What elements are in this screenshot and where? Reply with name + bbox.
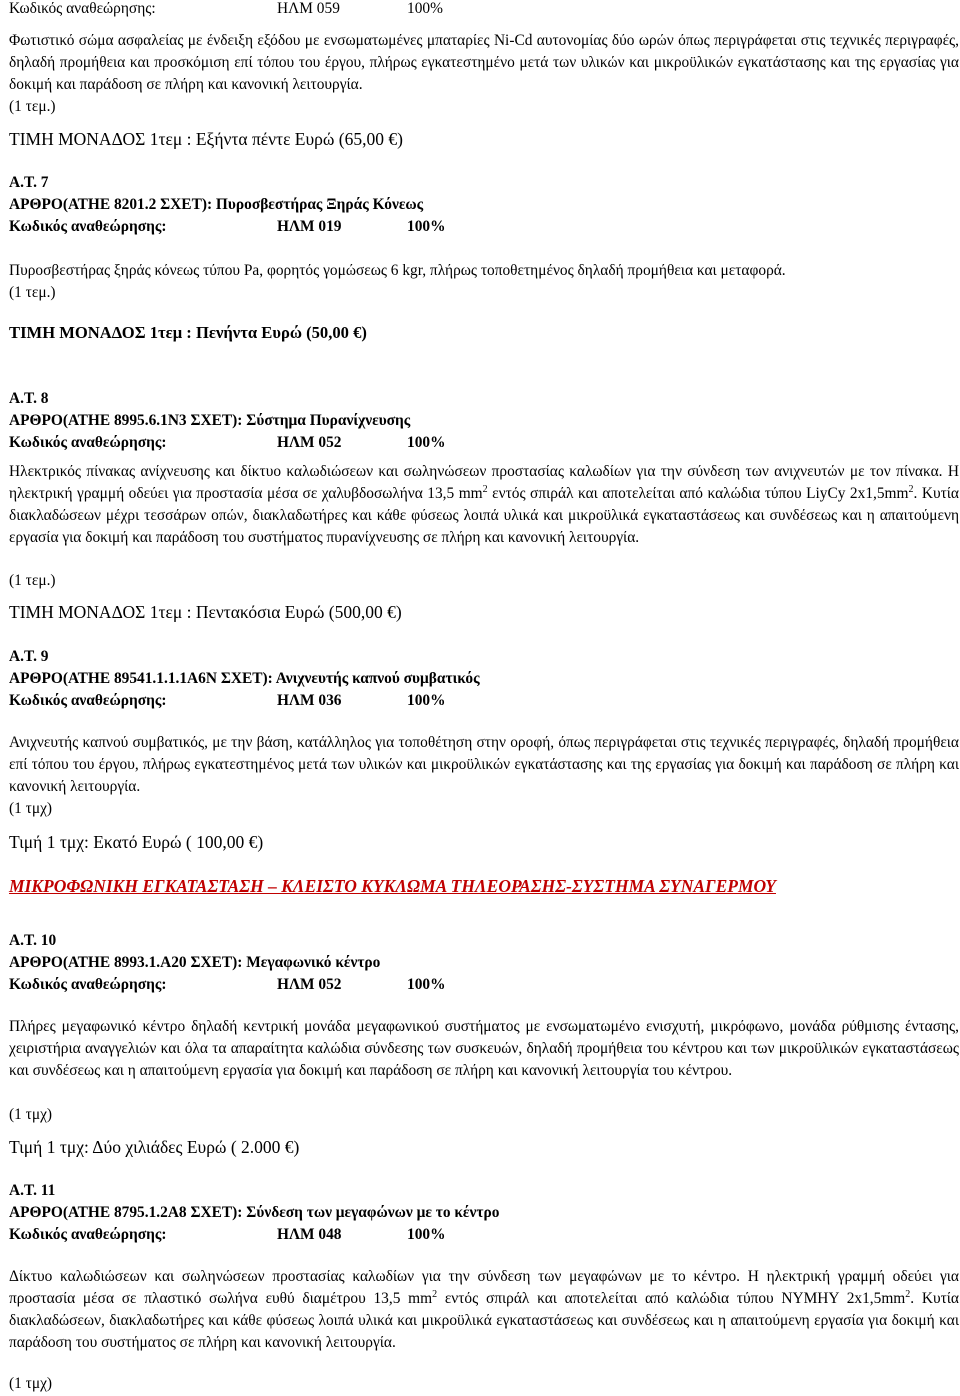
unit-price: Τιμή 1 τμχ: Εκατό Ευρώ ( 100,00 €) <box>9 832 264 852</box>
revision-percent: 100% <box>407 692 446 709</box>
revision-code-row <box>9 690 445 712</box>
section-heading: ΜΙΚΡΟΦΩΝΙΚΗ ΕΓΚΑΤΑΣΤΑΣΗ – ΚΛΕΙΣΤΟ ΚΥΚΛΩΜΑ ΤΗΛΕΟΡΑΣΗΣ-ΣΥΣΤΗΜΑ ΣΥΝΑΓΕΡΜΟΥ <box>9 876 776 896</box>
article-title: ΑΡΘΡΟ(ΑΤΗΕ 8201.2 ΣΧΕΤ): Πυροσβεστήρας Ξηράς Κόνεως <box>9 196 424 213</box>
revision-code: ΗΛΜ 052 <box>277 434 342 451</box>
revision-code-row <box>9 432 445 454</box>
item-description: Ηλεκτρικός πίνακας ανίχνευσης και δίκτυο καλωδιώσεων και σωληνώσεων προστασίας καλωδίων για την σύνδεση των ανιχνευτών με τον πίνακα. Η ηλεκτρική γραμμή οδεύει για προστασία μέσα σε χαλυβδοσωλήνα 13,5 $mm^2$ εντός σπιράλ και αποτελείται από καλώδια τύπου LiyCy $2x1,5mm^2$. Κυτία διακλαδώσεων μέχρι τεσσάρων οπών, διακλαδωτήρες και κάθε φύσεως λοιπά υλικά και μικροϋλικά εγκαταστάσεως και συνδέσεως και η απαιτούμενη εργασία για δοκιμή και παράδοση του συστήματος πυρανίχνευσης σε πλήρη και κανονική λειτουργία. <box>9 463 959 546</box>
item-unit: (1 τεμ.) <box>9 284 56 301</box>
unit-price: Τιμή 1 τμχ: Δύο χιλιάδες Ευρώ ( 2.000 €) <box>9 1137 300 1157</box>
item-number: Α.Τ. 7 <box>9 174 49 191</box>
article-title: ΑΡΘΡΟ(ΑΤΗΕ 89541.1.1.1Α6Ν ΣΧΕΤ): Ανιχνευτής καπνού συμβατικός <box>9 670 480 687</box>
item-number: Α.Τ. 11 <box>9 1182 56 1199</box>
revision-percent: 100% <box>407 976 446 993</box>
revision-code-label: Κωδικός αναθεώρησης: <box>9 692 167 709</box>
revision-code-label: Κωδικός αναθεώρησης: <box>9 1226 167 1243</box>
revision-code-label: Κωδικός αναθεώρησης: <box>9 218 167 235</box>
item-description: Πυροσβεστήρας ξηράς κόνεως τύπου Pa, φορητός γομώσεως 6 kgr, πλήρως τοποθετημένος δηλαδή προμήθεια και μεταφορά. <box>9 262 786 279</box>
article-title: ΑΡΘΡΟ(ΑΤΗΕ 8795.1.2Α8 ΣΧΕΤ): Σύνδεση των μεγαφώνων με το κέντρο <box>9 1204 500 1221</box>
revision-code: ΗΛΜ 048 <box>277 1226 342 1243</box>
revision-code: ΗΛΜ 052 <box>277 976 342 993</box>
article-title: ΑΡΘΡΟ(ΑΤΗΕ 8995.6.1Ν3 ΣΧΕΤ): Σύστημα Πυρανίχνευσης <box>9 412 411 429</box>
item-unit: (1 τμχ) <box>9 1375 53 1392</box>
item-unit: (1 τμχ) <box>9 800 53 817</box>
revision-percent: 100% <box>407 0 443 17</box>
item-number: Α.Τ. 9 <box>9 648 49 665</box>
item-unit: (1 τεμ.) <box>9 572 56 589</box>
revision-percent: 100% <box>407 1226 446 1243</box>
item-description: Δίκτυο καλωδιώσεων και σωληνώσεων προστασίας καλωδίων για την σύνδεση των μεγαφώνων με το κέντρο. Η ηλεκτρική γραμμή οδεύει για προστασία μέσα σε πλαστικό σωλήνα ευθύ διαμέτρου 13,5 $mm^2$ εντός σπιράλ και αποτελείται από καλώδια τύπου ΝΥΜΗΥ $2x1,5mm^2$. Κυτία διακλαδώσεων, διακλαδωτήρες και κάθε φύσεως λοιπά υλικά και μικροϋλικά εγκαταστάσεως και συνδέσεως και η απαιτούμενη εργασία για δοκιμή και παράδοση του συστήματος σε πλήρη και κανονική λειτουργία. <box>9 1268 959 1351</box>
revision-percent: 100% <box>407 434 446 451</box>
article-title: ΑΡΘΡΟ(ΑΤΗΕ 8993.1.Α20 ΣΧΕΤ): Μεγαφωνικό κέντρο <box>9 954 381 971</box>
revision-percent: 100% <box>407 218 446 235</box>
item-unit: (1 τεμ.) <box>9 98 56 115</box>
revision-code-row <box>9 216 445 238</box>
revision-code: ΗΛΜ 036 <box>277 692 342 709</box>
unit-price: ΤΙΜΗ ΜΟΝΑΔΟΣ 1τεμ : Εξήντα πέντε Ευρώ (65,00 €) <box>9 129 403 149</box>
revision-code-label: Κωδικός αναθεώρησης: <box>9 0 156 17</box>
unit-price: ΤΙΜΗ ΜΟΝΑΔΟΣ 1τεμ : Πενήντα Ευρώ (50,00 €) <box>9 323 367 342</box>
item-description: Φωτιστικό σώμα ασφαλείας με ένδειξη εξόδου με ενσωματωμένες μπαταρίες Ni-Cd αυτονομίας δύο ωρών όπως περιγράφεται στις τεχνικές περιγραφές, δηλαδή προμήθεια και προσκόμιση επί τόπου του έργου, πλήρως εγκατεστημένο μετά των υλικών και μικροϋλικών εγκατάστασης και της εργασίας για δοκιμή και παράδοση σε πλήρη και κανονική λειτουργία. <box>9 32 959 93</box>
revision-code-label: Κωδικός αναθεώρησης: <box>9 976 167 993</box>
revision-code-row <box>9 1224 445 1246</box>
item-description: Πλήρες μεγαφωνικό κέντρο δηλαδή κεντρική μονάδα μεγαφωνικού συστήματος με ενσωματωμένο ενισχυτή, μικρόφωνο, μονάδα ρύθμισης έντασης, χειριστήρια αναγγελιών και όλα τα απαραίτητα καλώδια σύνδεσης των συσκευών, δηλαδή προμήθεια του κέντρου και των μικροϋλικών εγκαταστάσεως και συνδέσεως και η απαιτούμενη εργασία για δοκιμή και παράδοση σε πλήρη και κανονική λειτουργία του κέντρου. <box>9 1018 959 1079</box>
item-unit: (1 τμχ) <box>9 1106 53 1123</box>
item-description: Ανιχνευτής καπνού συμβατικός, με την βάση, κατάλληλος για τοποθέτηση στην οροφή, όπως περιγράφεται στις τεχνικές περιγραφές, δηλαδή προμήθεια επί τόπου του έργου, πλήρως εγκατεστημένος μετά των υλικών και μικροϋλικών εγκατάστασης και της εργασίας για δοκιμή και παράδοση σε πλήρη και κανονική λειτουργία. <box>9 734 959 795</box>
unit-price: ΤΙΜΗ ΜΟΝΑΔΟΣ 1τεμ : Πεντακόσια Ευρώ (500,00 €) <box>9 602 402 622</box>
revision-code-row <box>9 0 443 20</box>
revision-code-row <box>9 974 445 996</box>
revision-code: ΗΛΜ 019 <box>277 218 342 235</box>
revision-code-label: Κωδικός αναθεώρησης: <box>9 434 167 451</box>
item-number: Α.Τ. 10 <box>9 932 57 949</box>
item-number: Α.Τ. 8 <box>9 390 49 407</box>
revision-code: ΗΛΜ 059 <box>277 0 340 17</box>
